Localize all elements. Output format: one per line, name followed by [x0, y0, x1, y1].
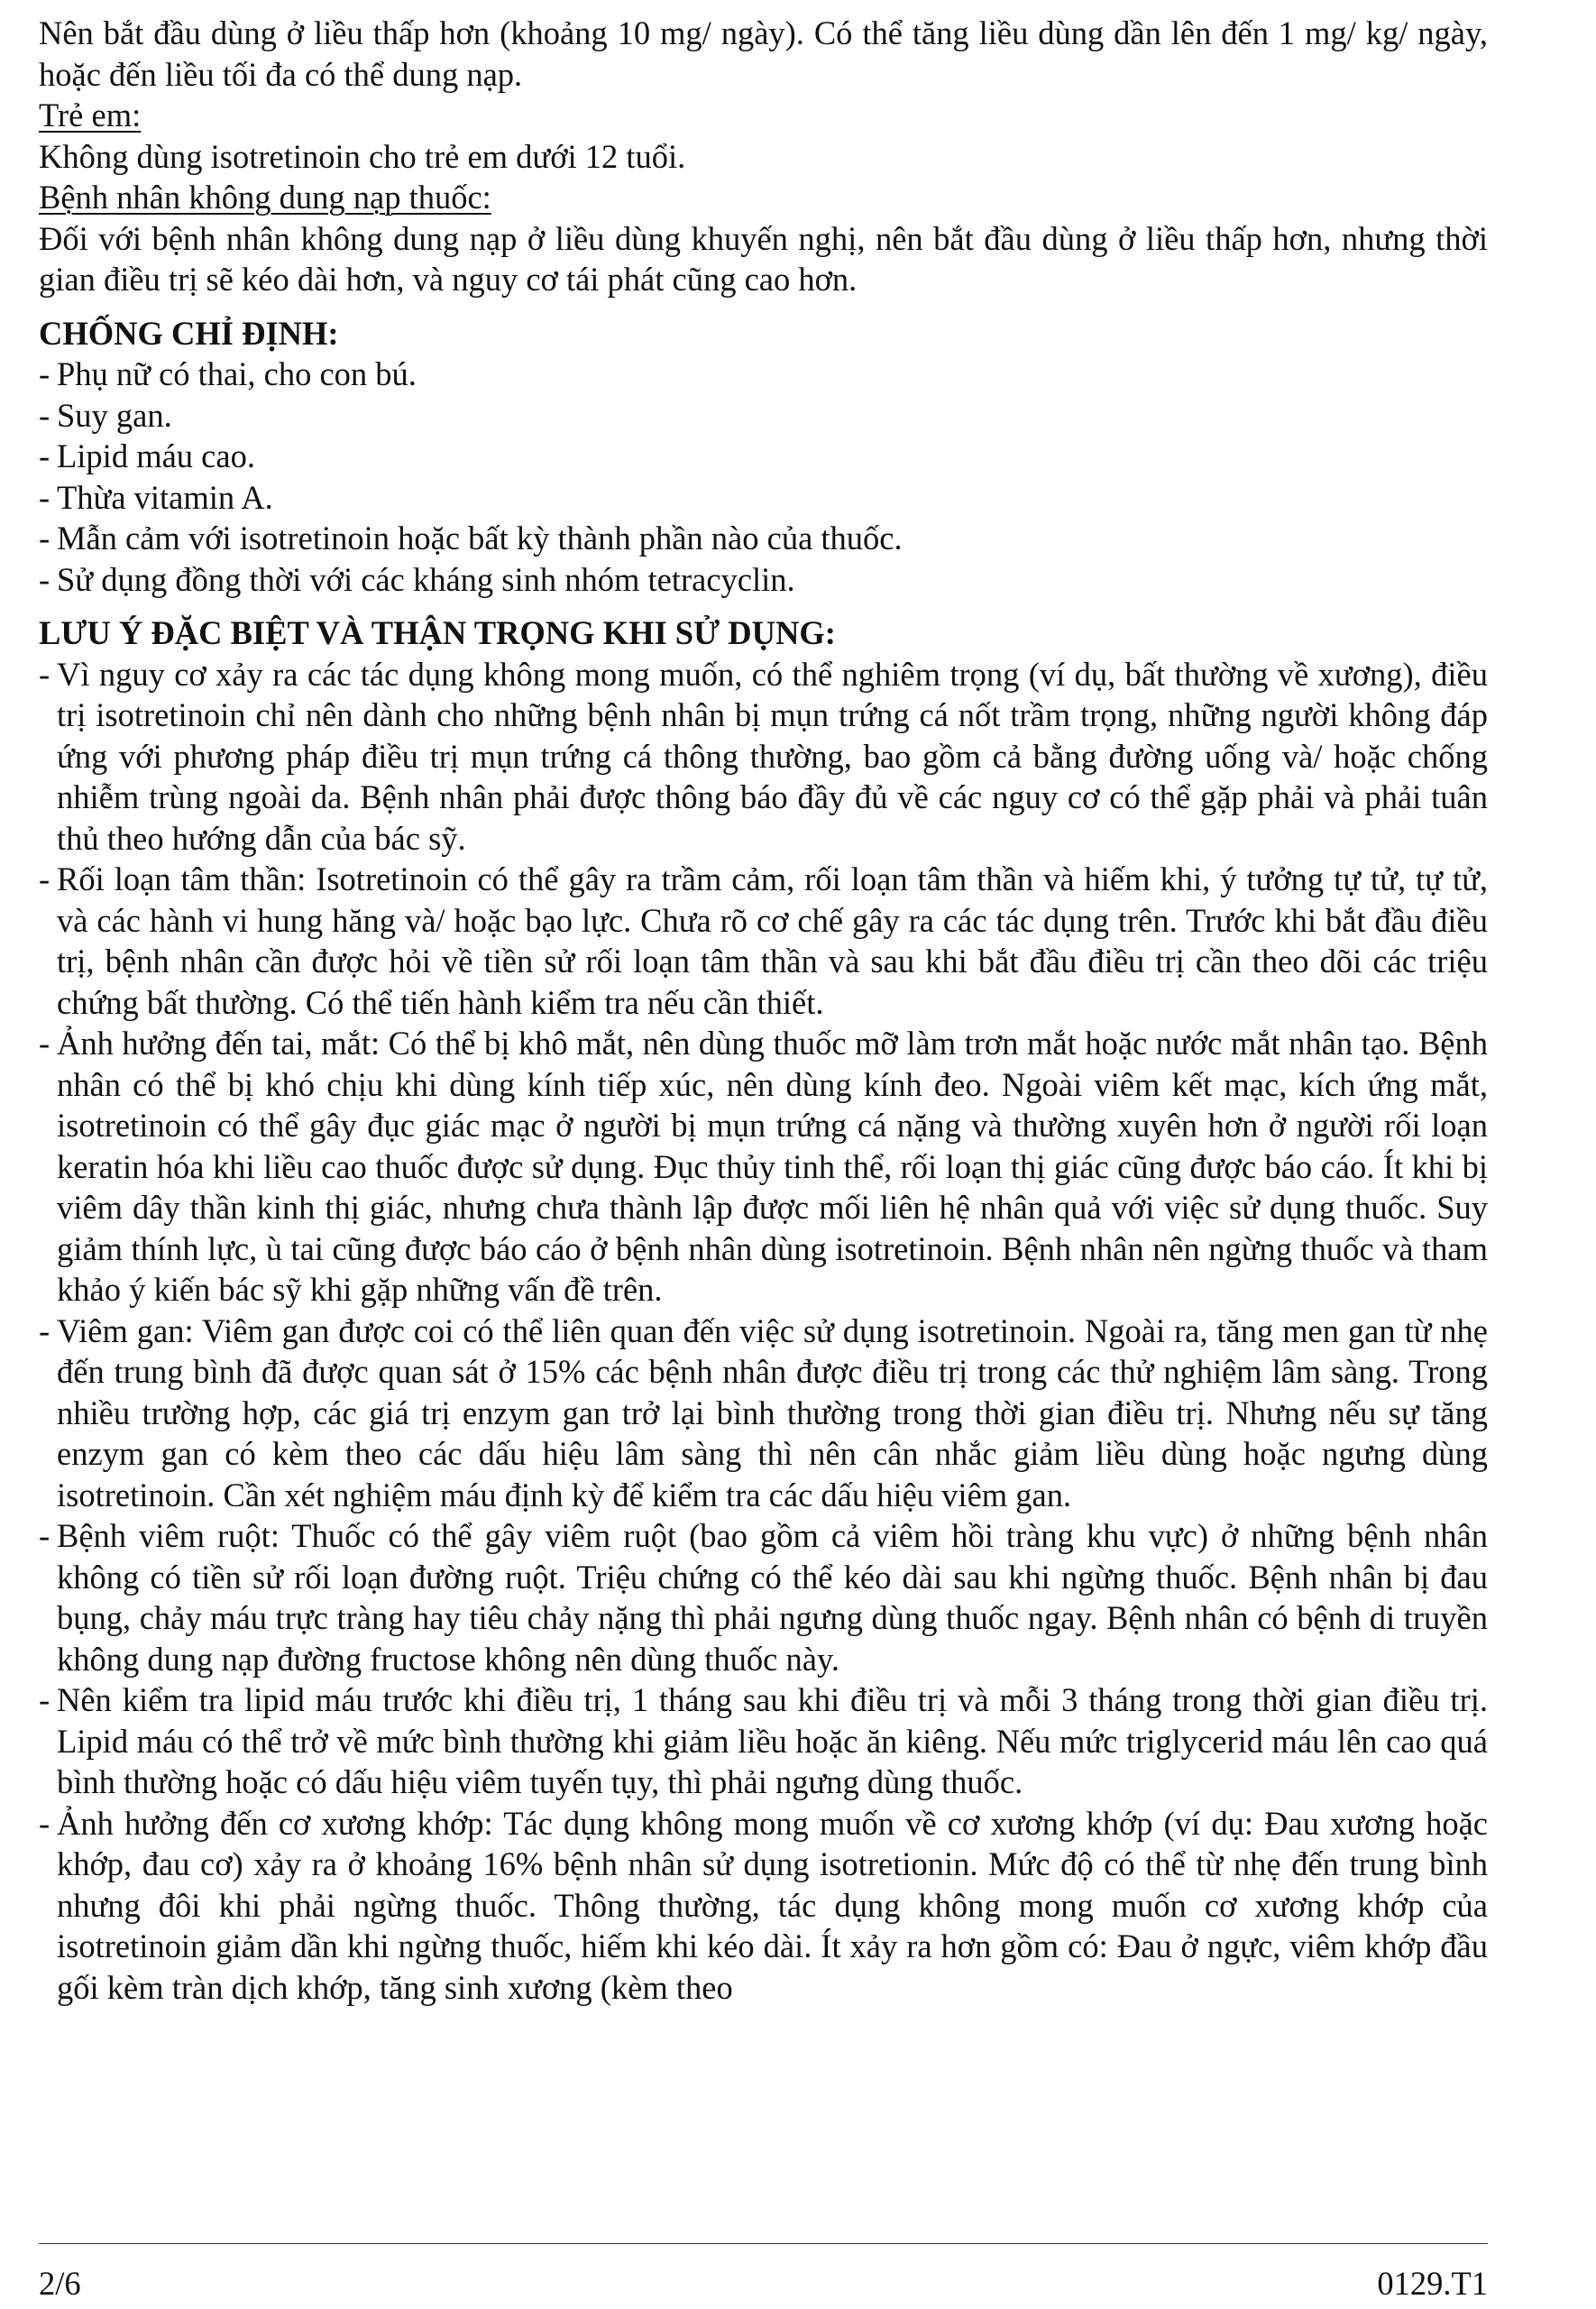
list-item: - Nên kiểm tra lipid máu trước khi điều trị, 1 tháng sau khi điều trị và mỗi 3 tháng trong thời gian điều trị. Lipid máu có thể trở về mức bình thường khi giảm liều hoặc ăn kiêng. Nếu mức triglycerid máu lên cao quá bình thường hoặc có dấu hiệu viêm tuyến tụy, thì phải ngưng dùng thuốc. [39, 1679, 1488, 1803]
list-item: - Suy gan. [39, 395, 1488, 437]
intolerant-heading: Bệnh nhân không dung nạp thuốc: [39, 179, 491, 216]
list-item: - Bệnh viêm ruột: Thuốc có thể gây viêm ruột (bao gồm cả viêm hồi tràng khu vực) ở những bệnh nhân không có tiền sử rối loạn đường ruột. Triệu chứng có thể kéo dài sau khi ngừng thuốc. Bệnh nhân bị đau bụng, chảy máu trực tràng hay tiêu chảy nặng thì phải ngưng dùng thuốc ngay. Bệnh nhân có bệnh di truyền không dung nạp đường fructose không nên dùng thuốc này. [39, 1515, 1488, 1679]
page-number: 2/6 [39, 2265, 81, 2302]
list-item: - Vì nguy cơ xảy ra các tác dụng không mong muốn, có thể nghiêm trọng (ví dụ, bất thường về xương), điều trị isotretinoin chỉ nên dành cho những bệnh nhân bị mụn trứng cá nốt trầm trọng, những người không đáp ứng với phương pháp điều trị mụn trứng cá thông thường, bao gồm cả bằng đường uống và/ hoặc chống nhiễm trùng ngoài da. Bệnh nhân phải được thông báo đầy đủ về các nguy cơ có thể gặp phải và phải tuân thủ theo hướng dẫn của bác sỹ. [39, 654, 1488, 860]
contraindications-heading: CHỐNG CHỈ ĐỊNH: [39, 314, 339, 352]
list-item: - Ảnh hưởng đến tai, mắt: Có thể bị khô mắt, nên dùng thuốc mỡ làm trơn mắt hoặc nước mắt nhân tạo. Bệnh nhân có thể bị khó chịu khi dùng kính tiếp xúc, nên dùng kính đeo. Ngoài viêm kết mạc, kích ứng mắt, isotretinoin có thể gây đục giác mạc ở người bị mụn trứng cá nặng và thường xuyên hơn ở người rối loạn keratin hóa khi liều cao thuốc được sử dụng. Đục thủy tinh thể, rối loạn thị giác cũng được báo cáo. Ít khi bị viêm dây thần kinh thị giác, nhưng chưa thành lập được mối liên hệ nhân quả với việc sử dụng thuốc. Suy giảm thính lực, ù tai cũng được báo cáo ở bệnh nhân dùng isotretinoin. Bệnh nhân nên ngừng thuốc và tham khảo ý kiến bác sỹ khi gặp những vấn đề trên. [39, 1023, 1488, 1311]
list-item: - Ảnh hưởng đến cơ xương khớp: Tác dụng không mong muốn về cơ xương khớp (ví dụ: Đau xương hoặc khớp, đau cơ) xảy ra ở khoảng 16% bệnh nhân sử dụng isotretionin. Mức độ có thể từ nhẹ đến trung bình nhưng đôi khi phải ngừng thuốc. Thông thường, tác dụng không mong muốn cơ xương khớp của isotretinoin giảm dần khi ngừng thuốc, hiếm khi kéo dài. Ít xảy ra hơn gồm có: Đau ở ngực, viêm khớp đầu gối kèm tràn dịch khớp, tăng sinh xương (kèm theo [39, 1803, 1488, 2009]
contraindications-list [39, 354, 1488, 600]
list-item: - Mẫn cảm với isotretinoin hoặc bất kỳ thành phần nào của thuốc. [39, 518, 1488, 559]
children-heading: Trẻ em: [39, 97, 142, 133]
list-item: - Thừa vitamin A. [39, 477, 1488, 519]
children-text: Không dùng isotretinoin cho trẻ em dưới 12 tuổi. [39, 137, 686, 175]
list-item: - Rối loạn tâm thần: Isotretinoin có thể gây ra trầm cảm, rối loạn tâm thần và hiếm khi, ý tưởng tự tử, tự tử, và các hành vi hung hăng và/ hoặc bạo lực. Chưa rõ cơ chế gây ra các tác dụng trên. Trước khi bắt đầu điều trị, bệnh nhân cần được hỏi về tiền sử rối loạn tâm thần và sau khi bắt đầu điều trị cần theo dõi các triệu chứng bất thường. Có thể tiến hành kiểm tra nếu cần thiết. [39, 859, 1488, 1023]
precautions-list [39, 654, 1488, 2009]
dosage-paragraph: Nên bắt đầu dùng ở liều thấp hơn (khoảng 10 mg/ ngày). Có thể tăng liều dùng dần lên đến 1 mg/ kg/ ngày, hoặc đến liều tối đa có thể dung nạp. [39, 14, 1488, 93]
list-item: - Phụ nữ có thai, cho con bú. [39, 354, 1488, 395]
list-item: - Viêm gan: Viêm gan được coi có thể liên quan đến việc sử dụng isotretinoin. Ngoài ra, tăng men gan từ nhẹ đến trung bình đã được quan sát ở 15% các bệnh nhân được điều trị trong các thử nghiệm lâm sàng. Trong nhiều trường hợp, các giá trị enzym gan trở lại bình thường trong thời gian điều trị. Nhưng nếu sự tăng enzym gan có kèm theo các dấu hiệu lâm sàng thì nên cân nhắc giảm liều dùng hoặc ngưng dùng isotretinoin. Cần xét nghiệm máu định kỳ để kiểm tra các dấu hiệu viêm gan. [39, 1311, 1488, 1516]
intolerant-text: Đối với bệnh nhân không dung nạp ở liều dùng khuyến nghị, nên bắt đầu dùng ở liều thấp hơn, nhưng thời gian điều trị sẽ kéo dài hơn, và nguy cơ tái phát cũng cao hơn. [39, 219, 1488, 298]
document-page [39, 13, 1488, 2008]
list-item: - Sử dụng đồng thời với các kháng sinh nhóm tetracyclin. [39, 559, 1488, 601]
footer-divider [39, 2243, 1488, 2244]
precautions-heading: LƯU Ý ĐẶC BIỆT VÀ THẬN TRỌNG KHI SỬ DỤNG: [39, 614, 836, 651]
list-item: - Lipid máu cao. [39, 436, 1488, 477]
document-code: 0129.T1 [1377, 2265, 1488, 2302]
